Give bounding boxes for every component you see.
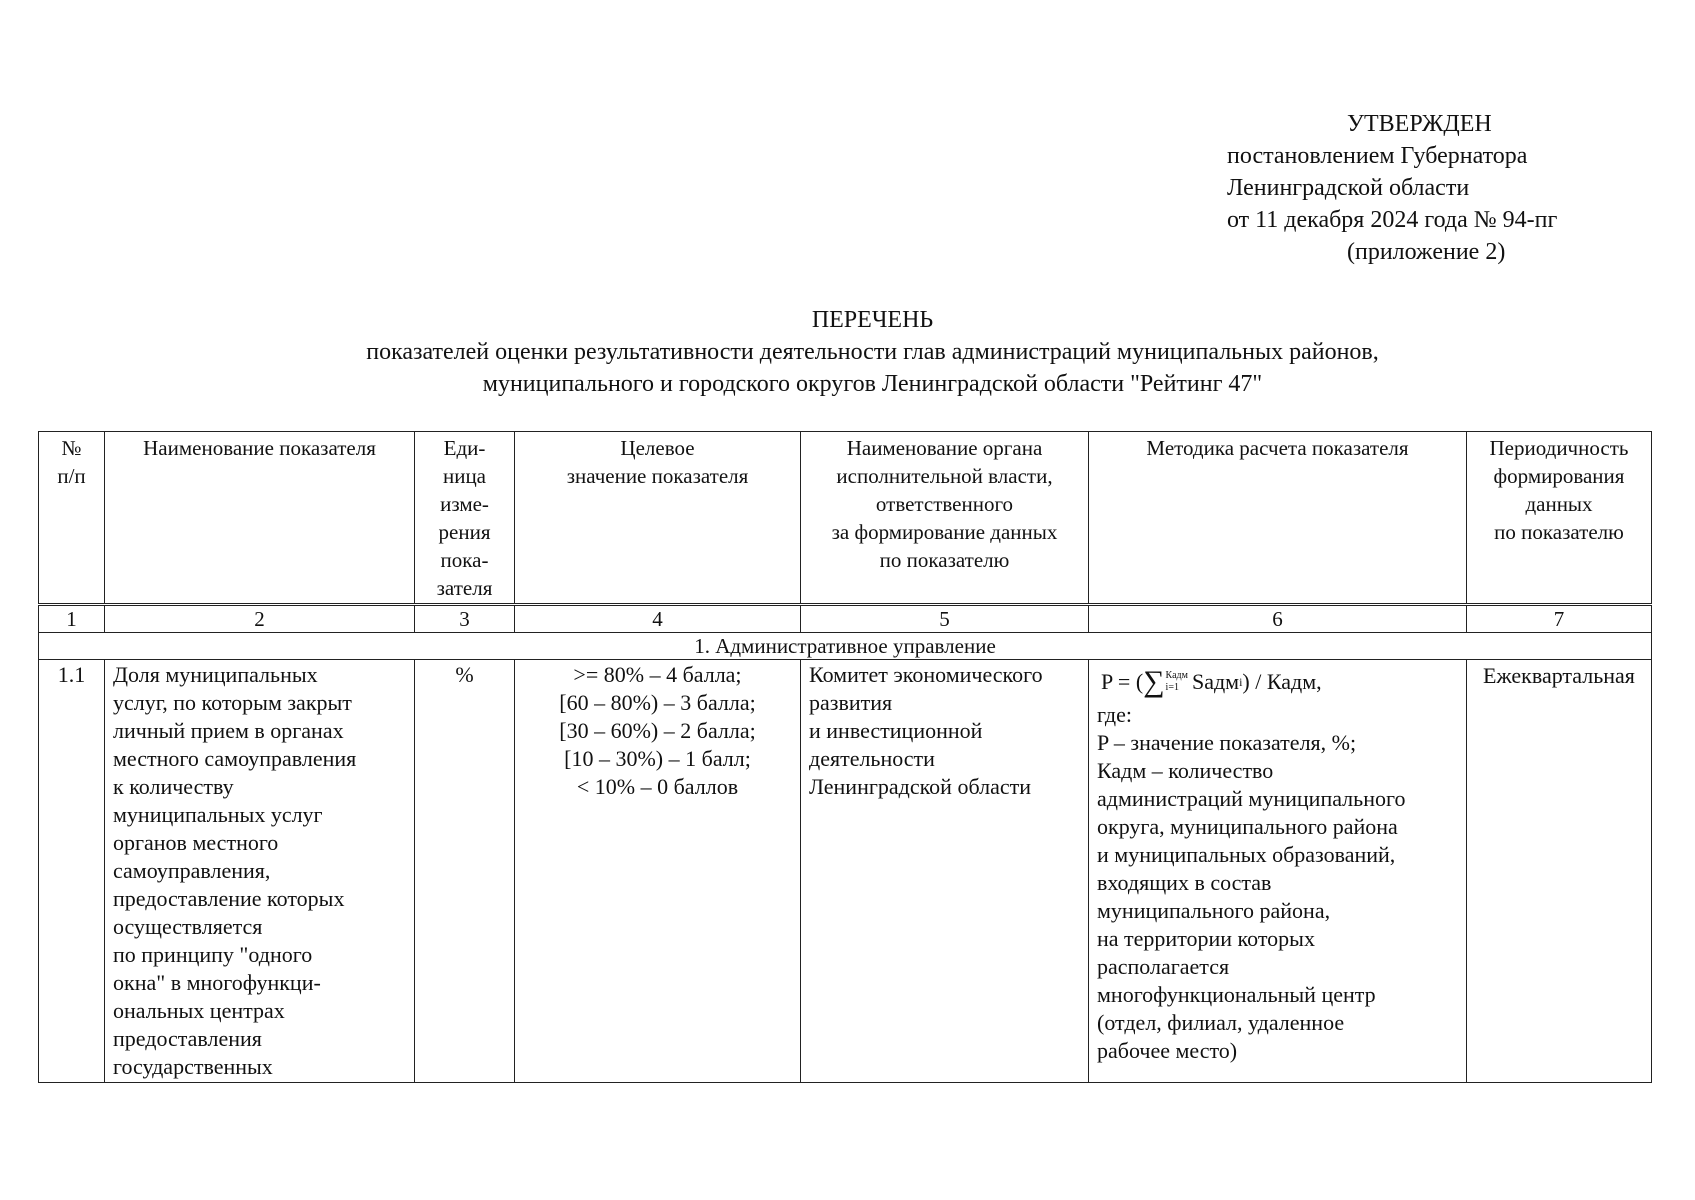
method-line: располагается <box>1097 954 1230 979</box>
sum-upper-limit: Кадм <box>1165 670 1188 681</box>
table-header-row <box>39 432 1652 605</box>
header-period-line: по показателю <box>1494 520 1624 544</box>
header-name-text: Наименование показателя <box>143 436 376 460</box>
indicator-name-line: органов местного <box>113 830 279 855</box>
indicator-name-line: к количеству <box>113 774 234 799</box>
row-unit: % <box>415 660 515 1083</box>
method-line: администраций муниципального <box>1097 786 1406 811</box>
indicator-name-line: личный прием в органах <box>113 718 344 743</box>
target-line: [30 – 60%) – 2 балла; <box>559 718 756 743</box>
section-title: 1. Административное управление <box>39 633 1652 660</box>
approval-line-2: Ленинградской области <box>1227 175 1470 201</box>
header-method-text: Методика расчета показателя <box>1146 436 1409 460</box>
method-line: Кадм – количество <box>1097 758 1274 783</box>
header-unit-line: зателя <box>436 576 493 600</box>
approval-annex: (приложение 2) <box>1347 239 1506 265</box>
document-title-block <box>0 304 1695 400</box>
indicator-name-line: предоставление которых <box>113 886 345 911</box>
indicator-name-line: Доля муниципальных <box>113 662 318 687</box>
header-period-line: формирования <box>1493 464 1625 488</box>
method-line: округа, муниципального района <box>1097 814 1398 839</box>
approval-line-1: постановлением Губернатора <box>1227 143 1528 169</box>
row-periodicity: Ежеквартальная <box>1467 660 1652 1083</box>
formula-lhs: P = ( <box>1101 669 1144 694</box>
method-line: входящих в состав <box>1097 870 1272 895</box>
target-line: [60 – 80%) – 3 балла; <box>559 690 756 715</box>
header-unit-line: ница <box>442 464 487 488</box>
column-number: 6 <box>1089 605 1467 633</box>
indicator-name-line: местного самоуправления <box>113 746 357 771</box>
row-target-value <box>515 660 801 1083</box>
method-line: (отдел, филиал, удаленное <box>1097 1010 1345 1035</box>
method-line: P – значение показателя, %; <box>1097 730 1357 755</box>
indicator-name-line: осуществляется <box>113 914 263 939</box>
header-org-line: Наименование органа <box>846 436 1043 460</box>
target-line: [10 – 30%) – 1 балл; <box>564 746 751 771</box>
indicators-table <box>38 431 1652 1083</box>
target-line: < 10% – 0 баллов <box>576 774 739 799</box>
indicator-name-line: ональных центрах <box>113 998 285 1023</box>
approval-line-3: от 11 декабря 2024 года № 94-пг <box>1227 207 1558 233</box>
header-organization <box>801 432 1089 605</box>
indicator-name-line: государственных <box>113 1054 273 1079</box>
header-name <box>105 432 415 605</box>
column-number: 2 <box>105 605 415 633</box>
column-number: 5 <box>801 605 1089 633</box>
header-periodicity <box>1467 432 1652 605</box>
sum-lower-limit: i=1 <box>1165 682 1179 693</box>
header-unit-line: пока- <box>440 548 489 572</box>
header-unit-line: изме- <box>440 492 489 516</box>
indicator-name-line: предоставления <box>113 1026 262 1051</box>
method-line: муниципального района, <box>1097 898 1331 923</box>
header-period-line: данных <box>1525 492 1593 516</box>
section-row <box>39 633 1652 660</box>
document-subtitle-line-2: муниципального и городского округов Ленинградской области "Рейтинг 47" <box>482 371 1263 397</box>
header-method <box>1089 432 1467 605</box>
indicator-name-line: по принципу "одного <box>113 942 313 967</box>
column-number: 7 <box>1467 605 1652 633</box>
header-unit-line: рения <box>438 520 491 544</box>
indicator-name-line: услуг, по которым закрыт <box>113 690 352 715</box>
organization-line: и инвестиционной <box>809 718 983 743</box>
formula-superscript: i <box>1239 675 1243 689</box>
method-line: многофункциональный центр <box>1097 982 1376 1007</box>
method-line: рабочее место) <box>1097 1038 1238 1063</box>
header-org-line: по показателю <box>879 548 1010 572</box>
approval-stamp <box>1227 108 1647 268</box>
header-number-line: № <box>61 436 82 460</box>
row-number: 1.1 <box>39 660 105 1083</box>
header-org-line: за формирование данных <box>831 520 1058 544</box>
header-target <box>515 432 801 605</box>
approval-title: УТВЕРЖДЕН <box>1347 111 1492 137</box>
method-line: на территории которых <box>1097 926 1315 951</box>
row-method <box>1089 660 1467 1083</box>
method-line: где: <box>1097 702 1132 727</box>
header-org-line: исполнительной власти, <box>836 464 1053 488</box>
header-org-line: ответственного <box>875 492 1014 516</box>
sum-sign: ∑ <box>1143 665 1165 698</box>
header-unit <box>415 432 515 605</box>
table-row <box>39 660 1652 1083</box>
document-subtitle-line-1: показателей оценки результативности деятельности глав администраций муниципальных районов, <box>366 339 1379 365</box>
method-line: и муниципальных образований, <box>1097 842 1396 867</box>
header-number-line: п/п <box>57 464 86 488</box>
indicator-name-line: окна" в многофункци- <box>113 970 321 995</box>
column-number: 3 <box>415 605 515 633</box>
column-number: 1 <box>39 605 105 633</box>
header-period-line: Периодичность <box>1489 436 1629 460</box>
header-unit-line: Еди- <box>443 436 486 460</box>
organization-line: развития <box>809 690 893 715</box>
formula-term: Sадм <box>1191 669 1240 694</box>
target-line: >= 80% – 4 балла; <box>573 662 742 687</box>
row-organization <box>801 660 1089 1083</box>
indicator-name-line: самоуправления, <box>113 858 271 883</box>
organization-line: Ленинградской области <box>809 774 1031 799</box>
organization-line: Комитет экономического <box>809 662 1043 687</box>
formula-rhs: ) / Кадм, <box>1242 669 1322 694</box>
row-indicator-name <box>105 660 415 1083</box>
column-number: 4 <box>515 605 801 633</box>
column-number-row <box>39 605 1652 633</box>
header-number <box>39 432 105 605</box>
document-title: ПЕРЕЧЕНЬ <box>811 307 934 333</box>
header-target-line: Целевое <box>620 436 695 460</box>
header-target-line: значение показателя <box>566 464 749 488</box>
calculation-formula <box>1101 667 1458 697</box>
sum-limits <box>1166 670 1188 694</box>
organization-line: деятельности <box>809 746 935 771</box>
indicator-name-line: муниципальных услуг <box>113 802 323 827</box>
